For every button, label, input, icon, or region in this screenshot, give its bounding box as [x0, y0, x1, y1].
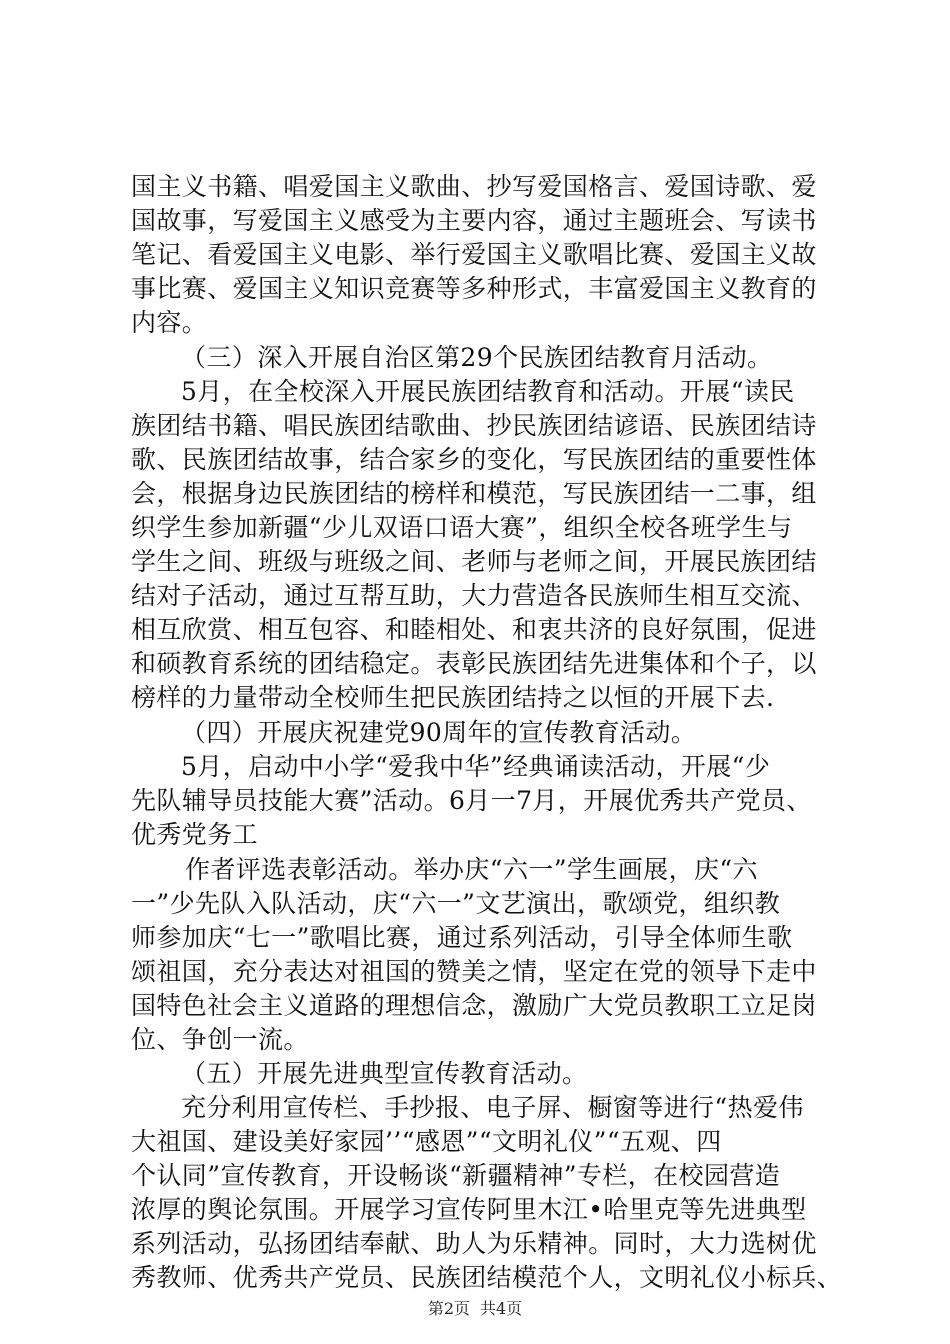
text-line: 师参加庆“七一”歌唱比赛，通过系列活动，引导全体师生歌: [131, 923, 793, 952]
text-line: 事比赛、爱国主义知识竞赛等多种形式，丰富爱国主义教育的: [131, 274, 817, 303]
page-total: 共4页: [480, 1299, 523, 1318]
section-heading: （五）开展先进典型宣传教育活动。: [181, 1059, 588, 1088]
section-heading: （三）深入开展自治区第29个民族团结教育月活动。: [181, 343, 773, 372]
text-line: 榜样的力量带动全校师生把民族团结持之以恒的开展下去.: [131, 683, 775, 712]
text-line: 5月，启动中小学“爱我中华”经典诵读活动，开展“少: [181, 752, 771, 781]
text-line: 织学生参加新疆“少儿双语口语大赛”，组织全校各班学生与: [131, 513, 793, 542]
text-line: 会，根据身边民族团结的榜样和模范，写民族团结一二事，组: [131, 479, 817, 508]
text-line: 学生之间、班级与班级之间、老师与老师之间，开展民族团结: [131, 547, 817, 576]
text-line: 充分利用宣传栏、手抄报、电子屏、橱窗等进行“热爱伟: [181, 1093, 804, 1122]
text-line: 内容。: [131, 308, 208, 337]
text-line: 国主义书籍、唱爱国主义歌曲、抄写爱国格言、爱国诗歌、爱: [131, 172, 817, 201]
text-line: 系列活动，弘扬团结奉献、助人为乐精神。同时，大力选树优: [131, 1229, 817, 1258]
text-line: 相互欣赏、相互包容、和睦相处、和衷共济的良好氛围，促进: [131, 615, 817, 644]
text-line: 族团结书籍、唱民族团结歌曲、抄民族团结谚语、民族团结诗: [131, 411, 817, 440]
text-line: 作者评选表彰活动。举办庆“六一”学生画展，庆“六: [185, 855, 758, 884]
text-line: 歌、民族团结故事，结合家乡的变化，写民族团结的重要性体: [131, 445, 817, 474]
text-line: 浓厚的舆论氛围。开展学习宣传阿里木江•哈里克等先进典型: [131, 1195, 807, 1224]
text-line: 和硕教育系统的团结稳定。表彰民族团结先进集体和个子，以: [131, 649, 817, 678]
text-line: 优秀党务工: [131, 820, 259, 849]
text-line: 秀教师、优秀共产党员、民族团结模范个人，文明礼仪小标兵、: [131, 1263, 843, 1292]
text-line: 结对子活动，通过互帮互助，大力营造各民族师生相互交流、: [131, 581, 817, 610]
text-line: 位、争创一流。: [131, 1025, 309, 1054]
text-line: 大祖国、建设美好家园’’“感恩”“文明礼仪”“五观、四: [131, 1127, 722, 1156]
page-number: 第2页: [427, 1299, 470, 1318]
page-footer: [0, 1296, 950, 1319]
text-line: 国故事，写爱国主义感受为主要内容，通过主题班会、写读书: [131, 206, 817, 235]
text-line: 先队辅导员技能大赛”活动。6月一7月，开展优秀共产党员、: [131, 786, 812, 815]
text-line: 笔记、看爱国主义电影、举行爱国主义歌唱比赛、爱国主义故: [131, 240, 817, 269]
text-line: 5月，在全校深入开展民族团结教育和活动。开展“读民: [181, 377, 795, 406]
text-line: 个认同”宣传教育，开设畅谈“新疆精神”专栏，在校园营造: [131, 1161, 781, 1190]
text-line: 国特色社会主义道路的理想信念，激励广大党员教职工立足岗: [131, 991, 817, 1020]
text-line: 一”少先队入队活动，庆“六一”文艺演出，歌颂党，组织教: [131, 889, 781, 918]
text-line: 颂祖国，充分表达对祖国的赞美之情，坚定在党的领导下走中: [131, 957, 817, 986]
section-heading: （四）开展庆祝建党90周年的宣传教育活动。: [181, 718, 697, 747]
